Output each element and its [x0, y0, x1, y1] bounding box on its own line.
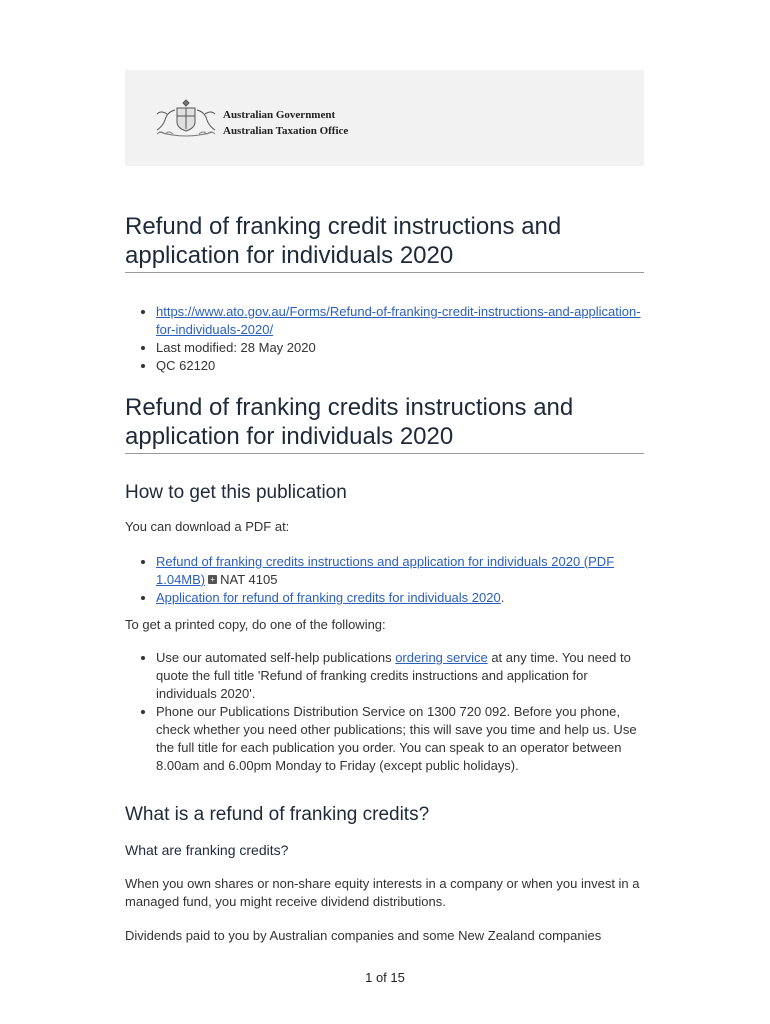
- document-title: Refund of franking credits instructions and application for individuals 2020: [125, 393, 644, 454]
- logo-line-2: Australian Taxation Office: [223, 125, 349, 137]
- bullet1-text-after: at any time. You need to quote the full title 'Refund of franking credits instructions and application for individuals 2020'.: [156, 650, 631, 701]
- page-title: Refund of franking credit instructions and application for individuals 2020: [125, 212, 644, 273]
- section-heading-what-is-refund: What is a refund of franking credits?: [125, 804, 430, 825]
- list-item: • QC 62120: [156, 357, 646, 375]
- source-url-link[interactable]: https://www.ato.gov.au/Forms/Refund-of-franking-credit-instructions-and-application-for-individuals-2020/: [156, 304, 641, 337]
- section-heading-how-to-get: How to get this publication: [125, 482, 347, 503]
- paragraph: When you own shares or non-share equity interests in a company or when you invest in a managed fund, you might receive dividend distributions.: [125, 876, 640, 909]
- meta-list: [140, 303, 646, 375]
- application-link[interactable]: Application for refund of franking credits for individuals 2020: [156, 590, 501, 605]
- list-item: • Phone our Publications Distribution Service on 1300 720 092. Before you phone, check whether you need other publications; this will save you time and help us. Use the full title for each publication you order. You can speak to an operator between 8.00am and 6.00pm Monday to Friday (except public holidays).: [156, 703, 646, 775]
- list-item: • Last modified: 28 May 2020: [156, 339, 646, 357]
- external-link-icon: +: [208, 575, 217, 584]
- list-item: [156, 303, 646, 339]
- header-banner: [125, 70, 644, 166]
- coat-of-arms-icon: [153, 96, 219, 142]
- list-item: [156, 589, 646, 607]
- printed-copy-list: [140, 649, 646, 775]
- period: .: [500, 590, 505, 605]
- list-item: [156, 649, 646, 703]
- subheading-franking-credits: What are franking credits?: [125, 842, 289, 858]
- download-intro: You can download a PDF at:: [125, 519, 290, 534]
- pdf-download-link[interactable]: Refund of franking credits instructions and application for individuals 2020 (PDF 1.04MB): [156, 554, 615, 587]
- logo-line-1: Australian Government: [223, 109, 336, 121]
- nat-code: NAT 4105: [220, 572, 278, 587]
- paragraph: Dividends paid to you by Australian companies and some New Zealand companies: [125, 928, 602, 943]
- download-list: [140, 553, 646, 607]
- ato-logo: [153, 96, 353, 142]
- page-number: 1 of 15: [365, 970, 405, 985]
- bullet1-text-before: Use our automated self-help publications: [156, 650, 396, 665]
- ordering-service-link[interactable]: ordering service: [395, 650, 488, 665]
- printed-copy-intro: To get a printed copy, do one of the following:: [125, 617, 386, 632]
- list-item: [156, 553, 646, 589]
